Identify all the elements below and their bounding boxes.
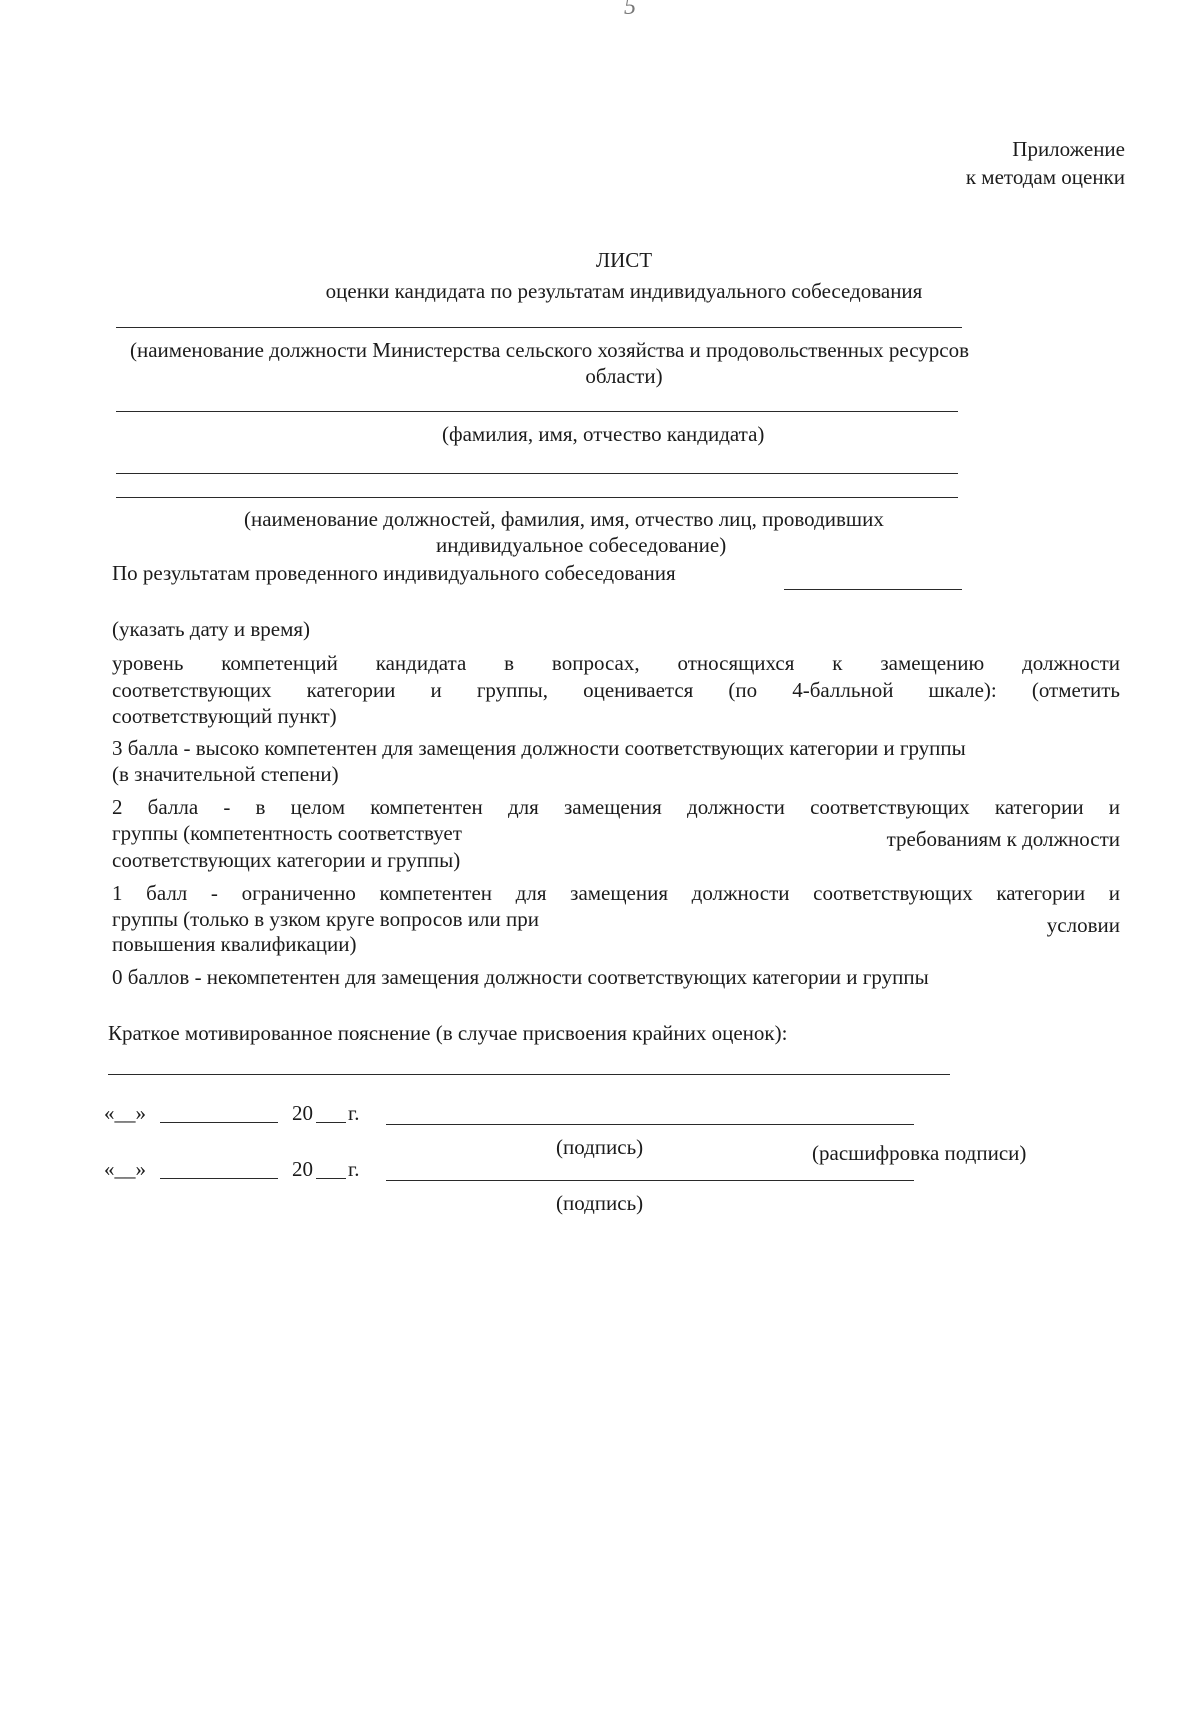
date-hint: (указать дату и время) [112,617,311,641]
document-title: ЛИСТ [595,248,653,272]
signature-1-date-field[interactable] [160,1122,278,1123]
signature-1-year-prefix: 20 [292,1101,313,1125]
score-3-line-2: (в значительной степени) [112,762,339,786]
interviewers-field-line-1[interactable] [116,473,958,474]
signature-1-sign-caption: (подпись) [556,1135,644,1159]
results-date-field-line[interactable] [784,589,962,590]
signature-2-year-prefix: 20 [292,1157,313,1181]
position-field-caption: (наименование должности Министерства сельского хозяйства и продовольственных ресурсов [130,338,969,362]
score-2-line-1: 2 балла - в целом компетентен для замещения должности соответствующих категории и [112,795,1120,819]
signature-1-year-suffix: г. [348,1101,360,1125]
appendix-label: Приложение [1012,137,1125,161]
score-1-line-2-left: группы (только в узком круге вопросов или при [112,907,540,931]
signature-2-date-prefix: «__» [104,1157,146,1181]
signature-2-sign-caption: (подпись) [556,1191,644,1215]
explanation-label: Краткое мотивированное пояснение (в случае присвоения крайних оценок): [108,1021,788,1045]
signature-1-year-field[interactable] [316,1122,346,1123]
candidate-field-caption: (фамилия, имя, отчество кандидата) [442,422,765,446]
document-subtitle: оценки кандидата по результатам индивидуального собеседования [325,279,923,303]
score-3-line-1: 3 балла - высоко компетентен для замещения должности соответствующих категории и группы [112,736,966,760]
signature-2-year-field[interactable] [316,1178,346,1179]
score-0-line-1: 0 баллов - некомпетентен для замещения должности соответствующих категории и группы [112,965,929,989]
signature-1-date-prefix: «__» [104,1101,146,1125]
signature-2-sign-field[interactable] [386,1180,914,1181]
score-2-line-2-right: требованиям к должности [886,827,1120,851]
interviewers-field-caption: (наименование должностей, фамилия, имя, отчество лиц, проводивших [244,507,884,531]
score-2-line-3: соответствующих категории и группы) [112,848,461,872]
position-field-caption-2: области) [585,364,663,388]
competence-level-line-3: соответствующий пункт) [112,704,337,728]
signature-2-year-suffix: г. [348,1157,360,1181]
signature-1-decode-caption: (расшифровка подписи) [812,1141,1027,1165]
competence-level-line-1: уровень компетенций кандидата в вопросах, относящихся к замещению должности [112,651,1120,675]
score-1-line-1: 1 балл - ограниченно компетентен для замещения должности соответствующих категории и [112,881,1120,905]
competence-level-line-2: соответствующих категории и группы, оценивается (по 4-балльной шкале): (отметить [112,678,1120,702]
score-2-line-2-left: группы (компетентность соответствует [112,821,462,845]
page-number: 5 [624,0,636,20]
position-field-line[interactable] [116,327,962,328]
candidate-field-line[interactable] [116,411,958,412]
results-line: По результатам проведенного индивидуального собеседования [112,561,676,585]
signature-2-date-field[interactable] [160,1178,278,1179]
appendix-sublabel: к методам оценки [965,165,1125,189]
score-1-line-3: повышения квалификации) [112,932,357,956]
explanation-field-line[interactable] [108,1074,950,1075]
score-1-line-2-right: условии [1046,913,1120,937]
interviewers-field-caption-2: индивидуальное собеседование) [436,533,727,557]
interviewers-field-line-2[interactable] [116,497,958,498]
signature-1-sign-field[interactable] [386,1124,914,1125]
